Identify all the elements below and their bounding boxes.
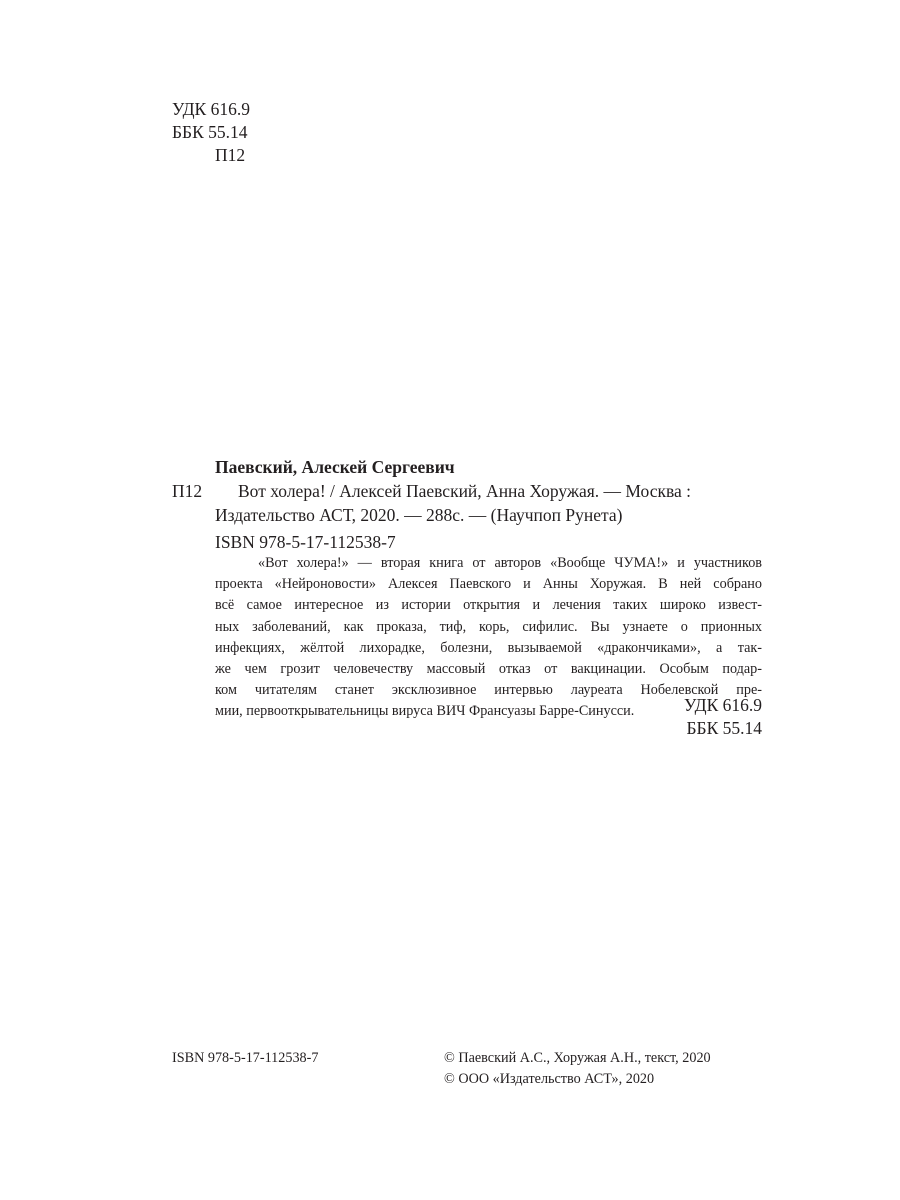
top-classification-codes	[172, 98, 250, 167]
book-title-line: Вот холера! / Алексей Паевский, Анна Хоружая. — Москва :	[238, 481, 692, 501]
annotation-line: «Вот холера!» — вторая книга от авторов «Вообще ЧУМА!» и участников	[258, 555, 762, 571]
top-udk-code: УДК 616.9	[172, 99, 250, 119]
right-bbk-code: ББК 55.14	[686, 718, 762, 738]
annotation-line: инфекциях, жёлтой лихорадке, болезни, вызываемой «дракончиками», а так-	[215, 639, 762, 656]
right-udk-code: УДК 616.9	[684, 695, 762, 715]
title-row	[172, 479, 762, 503]
footer-isbn: ISBN 978-5-17-112538-7	[172, 1050, 319, 1066]
author-mark-code: П12	[172, 481, 203, 501]
annotation-line: ных заболеваний, как проказа, тиф, корь, сифилис. Вы узнаете о прионных	[215, 618, 762, 635]
author-name: Паевский, Алескей Сергеевич	[215, 457, 455, 477]
annotation-line: мии, первооткрывательницы вируса ВИЧ Франсуазы Барре-Синусси.	[215, 703, 635, 720]
annotation-line: всё самое интересное из истории открытия и лечения таких широко извест-	[215, 597, 762, 614]
copyright-publisher-line: © ООО «Издательство АСТ», 2020	[444, 1071, 655, 1087]
annotation-line: проекта «Нейроновости» Алексея Паевского и Анны Хоружая. В ней собрано	[215, 576, 762, 593]
isbn-line: ISBN 978-5-17-112538-7	[215, 532, 396, 552]
publisher-line: Издательство АСТ, 2020. — 288с. — (Научпоп Рунета)	[215, 505, 623, 525]
annotation-line: ком читателям станет эксклюзивное интервью лауреата Нобелевской пре-	[215, 682, 762, 699]
top-bbk-code: ББК 55.14	[172, 122, 248, 142]
annotation-line: же чем грозит человечеству массовый отказ от вакцинации. Особым подар-	[215, 661, 762, 678]
right-classification-codes	[560, 694, 762, 740]
bibliographic-entry	[172, 455, 762, 554]
footer-copyright	[444, 1048, 711, 1090]
top-author-mark: П12	[215, 145, 246, 165]
copyright-text-line: © Паевский А.С., Хоружая А.Н., текст, 2020	[444, 1050, 711, 1066]
